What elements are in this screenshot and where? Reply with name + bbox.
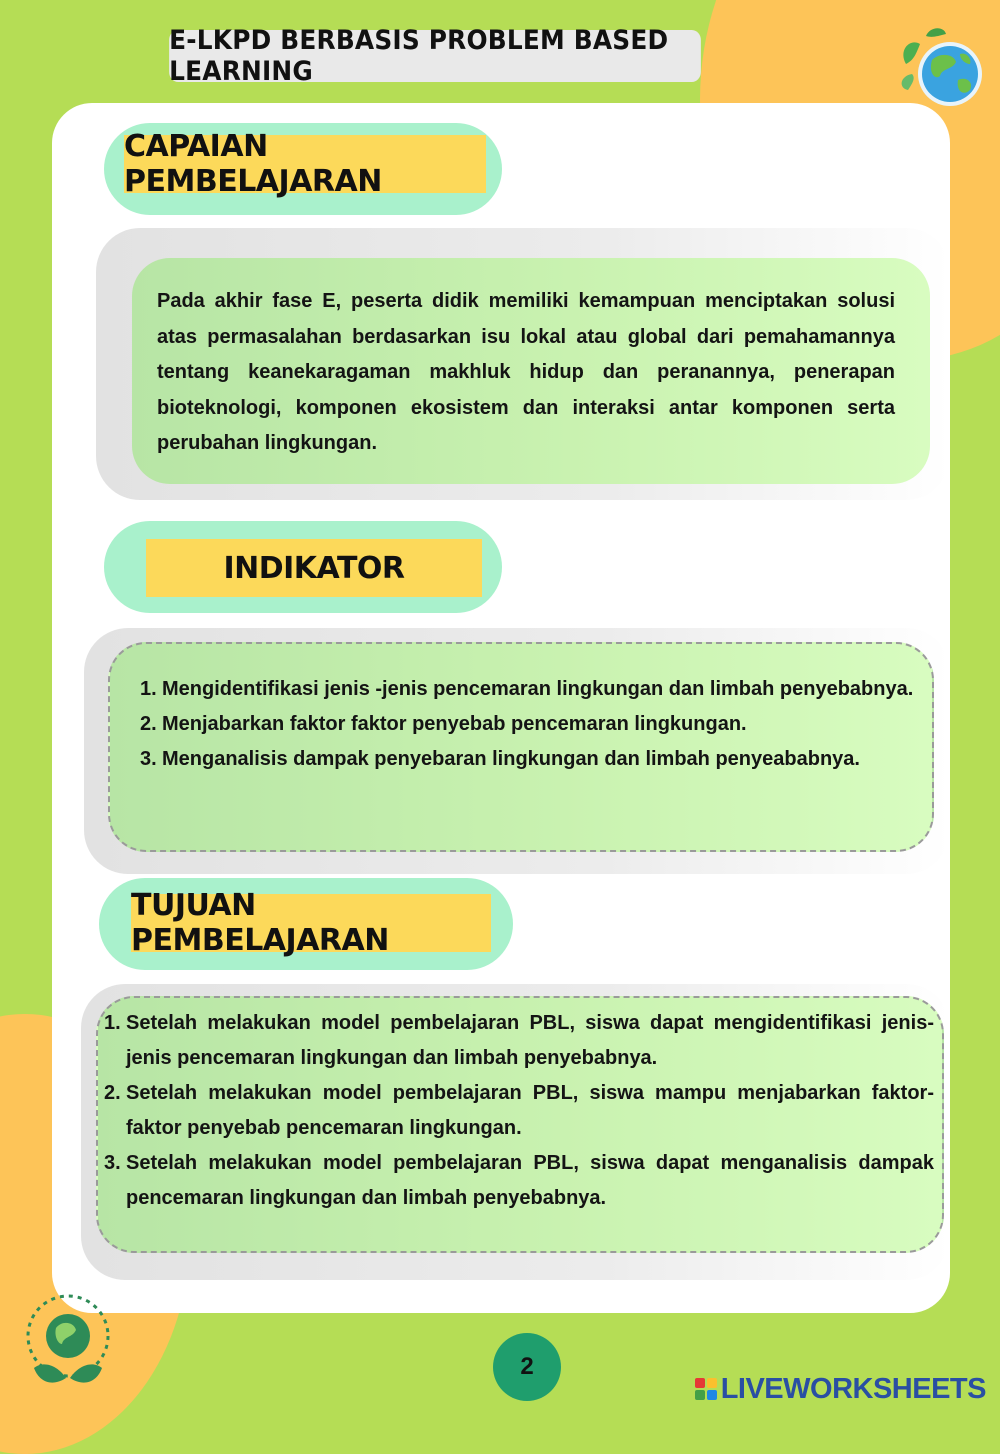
page-number-badge: 2 xyxy=(493,1333,561,1401)
tujuan-list xyxy=(104,1006,934,1216)
section-header-capaian xyxy=(104,123,502,215)
page-title: E-LKPD BERBASIS PROBLEM BASED LEARNING xyxy=(169,30,701,82)
earth-hands-eco-icon xyxy=(14,1290,122,1398)
indikator-list xyxy=(140,672,925,777)
list-item: 1. Mengidentifikasi jenis -jenis pencemaran lingkungan dan limbah penyebabnya. xyxy=(140,678,914,700)
brand-text: LIVEWORKSHEETS xyxy=(720,1372,986,1405)
liveworksheets-brand[interactable] xyxy=(695,1372,986,1406)
liveworksheets-logo-icon xyxy=(695,1378,717,1400)
section-title-indikator: INDIKATOR xyxy=(146,539,482,597)
section-header-indikator xyxy=(104,521,502,613)
list-item: 3. Setelah melakukan model pembelajaran PBL, siswa dapat menganalisis dampak pencemaran lingkungan dan limbah penyebabnya. xyxy=(104,1152,934,1209)
section-title-capaian: CAPAIAN PEMBELAJARAN xyxy=(124,135,486,193)
list-item: 2. Setelah melakukan model pembelajaran PBL, siswa mampu menjabarkan faktor-faktor penyebab pencemaran lingkungan. xyxy=(104,1082,934,1139)
list-item: 1. Setelah melakukan model pembelajaran PBL, siswa dapat mengidentifikasi jenis-jenis pencemaran lingkungan dan limbah penyebabnya. xyxy=(104,1012,934,1069)
list-item: 3. Menganalisis dampak penyebaran lingkungan dan limbah penyeababnya. xyxy=(140,748,860,770)
list-item: 2. Menjabarkan faktor faktor penyebab pencemaran lingkungan. xyxy=(140,713,747,735)
section-title-tujuan: TUJUAN PEMBELAJARAN xyxy=(131,894,491,952)
capaian-text: Pada akhir fase E, peserta didik memiliki kemampuan menciptakan solusi atas permasalahan berdasarkan isu lokal atau global dari pemahamannya tentang keanekaragaman makhluk hidup dan peranannya, penerapan bioteknologi, komponen ekosistem dan interaksi antar komponen serta perubahan lingkungan. xyxy=(157,290,895,454)
section-header-tujuan xyxy=(99,878,513,970)
globe-leaves-icon xyxy=(896,24,988,112)
